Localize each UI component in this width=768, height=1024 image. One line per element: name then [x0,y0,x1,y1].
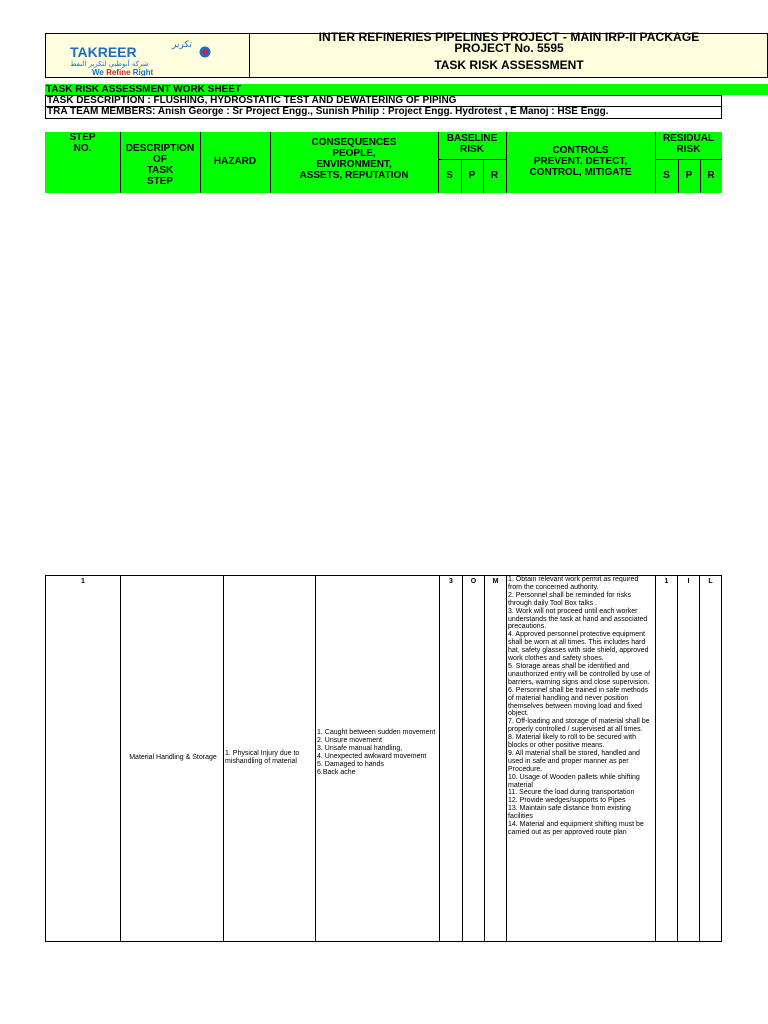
task-description: TASK DESCRIPTION : FLUSHING, HYDROSTATIC TEST AND DEWATERING OF PIPING [45,95,722,107]
baseline-p-value: O [470,578,477,585]
col-residual-r: R [707,170,715,181]
col-baseline-p: P [468,170,476,181]
col-baseline-r: R [490,170,499,181]
hazard-text: 1. Physical Injury due to mishandling of material [225,750,300,765]
col-baseline-s: S [446,170,453,181]
residual-p-value: I [687,578,690,585]
step-number: 1 [81,578,85,585]
column-header-row [45,132,722,193]
logo-tagline: We Refine Right [92,68,154,76]
controls-text: 1. Obtain relevant work permit as required from the concerned authority. 2. Personnel shall be reminded for risks through daily Tool Box talks . 3. Work will not proceed until each worker understands the task at hand and associated precautions. 4. Approved personnel protective equipment shall be worn at all times. This includes hard hat, safety glasses with side shield, approved work clothes and safety shoes. 5. Storage areas shall be identified and unauthorized entry will be controlled by use of barriers, warning signs and close supervision. 6. Personnel shall be trained in safe methods of material handling and never position themselves between moving load and fixed object. 7. Off-loading and storage of material shall be properly controlled / supervised at all times. 8. Material likely to roll to be secured with blocks or other positive means. 9. All material shall be stored, handled and used in safe and proper manner as per Procedure. 10. Usage of Wooden pallets while shifting material 11. Secure the load during transportation 12. Provide wedges/supports to Pipes 13. Maintain safe distance from existing facilities 14. Material and equipment shifting must be carried out as per approved route plan [508,576,651,836]
col-hazard: HAZARD [213,156,257,167]
document-header [45,30,768,78]
residual-s-value: 1 [664,578,669,585]
logo-brand-text: TAKREER [70,44,137,60]
baseline-r-value: M [492,578,499,585]
col-residual-p: P [685,170,693,181]
consequences-text: 1. Caught between sudden movement 2. Unsure movement 3. Unsafe manual handling, 4. Unexpected awkward movement 5. Damaged to hands 6.Back ache [317,729,436,776]
worksheet-heading: TASK RISK ASSESSMENT WORK SHEET [45,84,768,95]
takreer-logo [64,38,254,76]
project-number: PROJECT No. 5595 [454,41,564,55]
logo-arabic-title: تكرير [172,40,192,50]
document-title: TASK RISK ASSESSMENT [434,58,584,72]
col-controls: CONTROLS PREVENT, DETECT, CONTROL, MITIGATE [529,145,632,178]
team-members: TRA TEAM MEMBERS: Anish George : Sr Project Engg., Sunish Philip : Project Engg. Hydrotest , E Manoj : HSE Engg. [45,107,722,119]
col-residual-risk: RESIDUAL RISK [662,133,715,155]
col-step: STEP NO. [69,132,96,154]
title-cell [250,30,768,78]
logo-cell [45,33,250,78]
table-row [45,575,722,942]
logo-arabic-subtitle: شركة أبوظبي لتكرير النفط [70,60,149,68]
project-title: INTER REFINERIES PIPELINES PROJECT - MAIN IRP-II PACKAGE [318,30,700,44]
col-consequences: CONSEQUENCES PEOPLE, ENVIRONMENT, ASSETS, REPUTATION [299,137,409,181]
col-residual-s: S [663,170,670,181]
residual-r-value: L [708,578,713,585]
task-step-description: Material Handling & Storage [129,754,217,761]
col-description: DESCRIPTION OF TASK STEP [125,143,195,187]
col-baseline-risk: BASELINE RISK [446,133,498,155]
baseline-s-value: 3 [449,578,453,585]
